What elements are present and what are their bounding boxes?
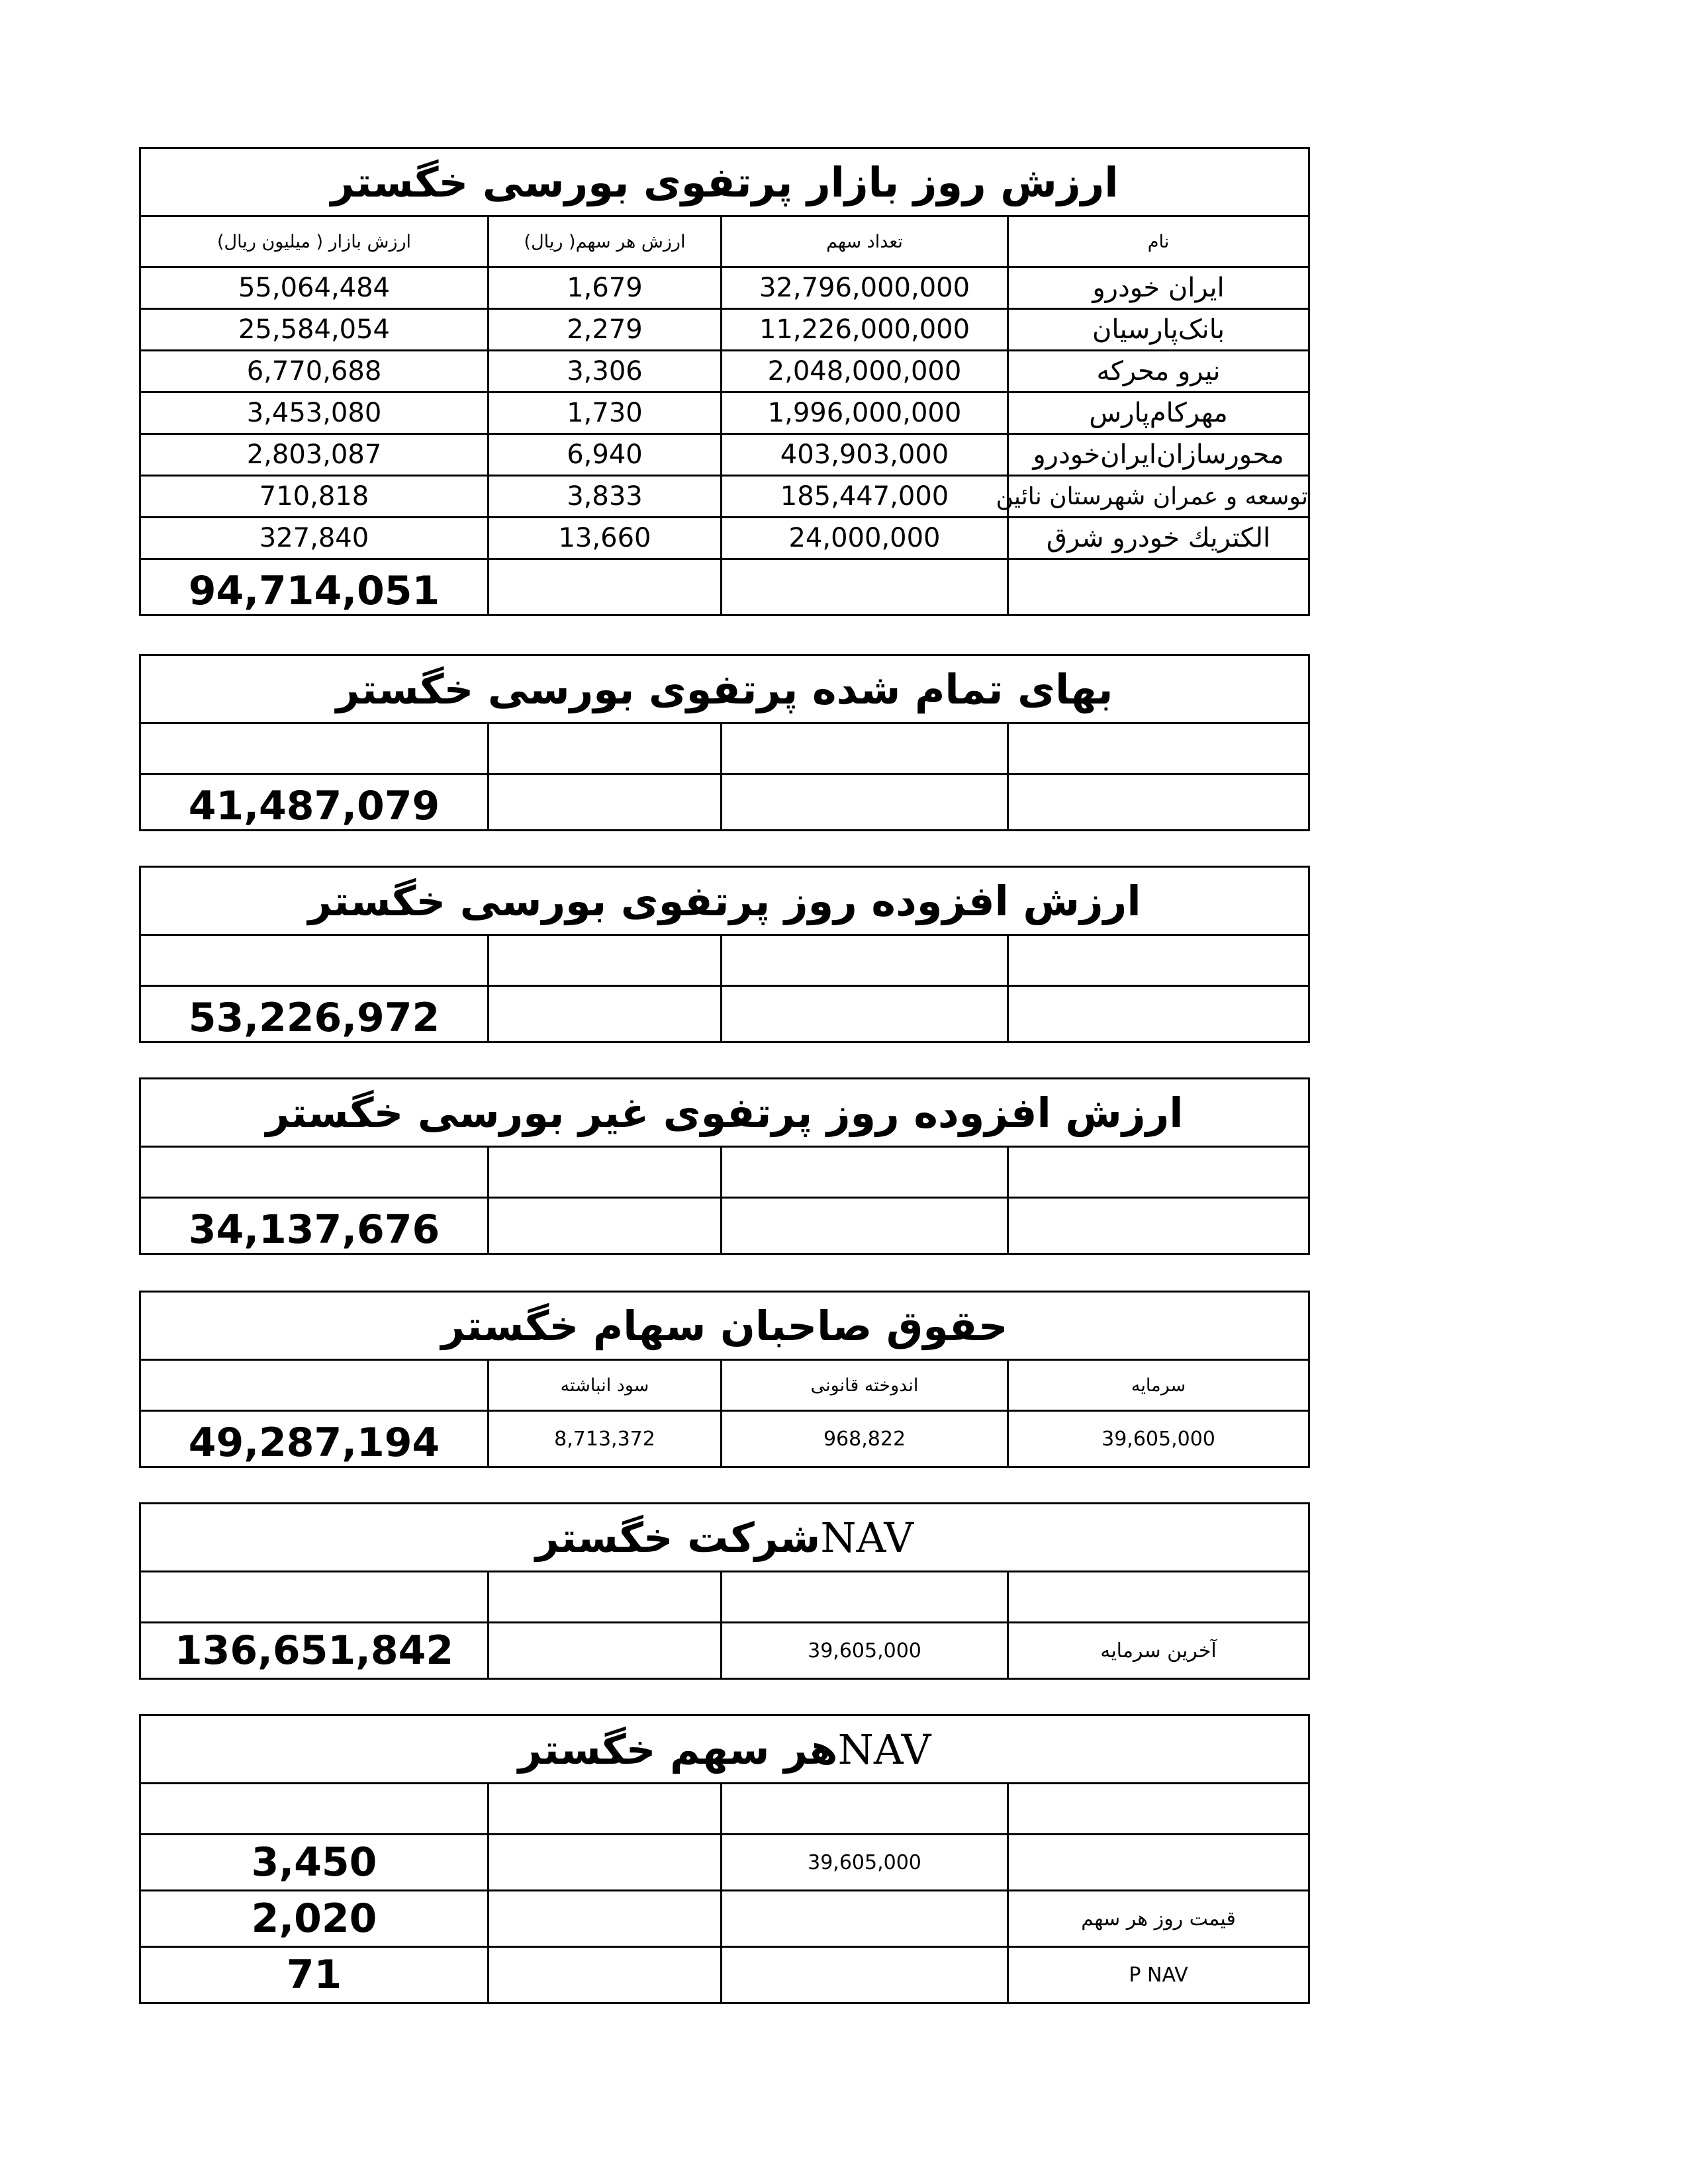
share-nav-table (139, 1714, 1308, 2004)
added-value-nonlisted-table (139, 1077, 1308, 1255)
row-market-value: 710,818 (140, 476, 489, 518)
equity-table (139, 1291, 1308, 1468)
market-value-table (139, 147, 1308, 616)
row-name: ایران خودرو (1008, 267, 1309, 309)
header-price-per-share: ارزش هر سهم( ریال) (489, 216, 722, 267)
retained-earnings-label: سود انباشته (489, 1360, 722, 1411)
share-nav-title-fa: هر سهم خگستر (518, 1725, 838, 1774)
header-shares: تعداد سهم (722, 216, 1008, 267)
table-row (140, 434, 1309, 476)
table-row (140, 309, 1309, 351)
legal-reserve-label: اندوخته قانونی (722, 1360, 1008, 1411)
market-value-title: ارزش روز بازار پرتفوی بورسی خگستر (140, 148, 1309, 216)
row-name: نیرو محرکه (1008, 351, 1309, 392)
row-shares: 1,996,000,000 (722, 392, 1008, 434)
row-price: 13,660 (489, 518, 722, 559)
share-nav-title (140, 1715, 1309, 1784)
cost-title: بهای تمام شده پرتفوی بورسی خگستر (140, 655, 1309, 723)
equity-title: حقوق صاحبان سهام خگستر (140, 1292, 1309, 1360)
row-price: 1,679 (489, 267, 722, 309)
row-shares: 32,796,000,000 (722, 267, 1008, 309)
company-nav-table (139, 1502, 1308, 1680)
header-name: نام (1008, 216, 1309, 267)
added-value-total: 53,226,972 (140, 986, 489, 1042)
header-market-value: ارزش بازار ( میلیون ریال) (140, 216, 489, 267)
table-row (140, 518, 1309, 559)
added-value-table (139, 866, 1308, 1043)
nav-per-share-value: 3,450 (140, 1835, 489, 1891)
company-nav-total: 136,651,842 (140, 1623, 489, 1679)
row-market-value: 25,584,054 (140, 309, 489, 351)
capital-label: سرمایه (1008, 1360, 1309, 1411)
company-nav-title (140, 1504, 1309, 1572)
row-name: توسعه و عمران شهرستان نائین (1008, 476, 1309, 518)
capital-value: 39,605,000 (1008, 1411, 1309, 1467)
last-capital-value: 39,605,000 (722, 1623, 1008, 1679)
row-name: محورسازان‌ایران‌خودرو (1008, 434, 1309, 476)
cost-total: 41,487,079 (140, 774, 489, 831)
row-name: الكتريك خودرو شرق (1008, 518, 1309, 559)
row-shares: 2,048,000,000 (722, 351, 1008, 392)
table-row (140, 351, 1309, 392)
added-value-title: ارزش افزوده روز پرتفوی بورسی خگستر (140, 867, 1309, 935)
share-capital-value: 39,605,000 (722, 1835, 1008, 1891)
table-row (140, 392, 1309, 434)
row-shares: 403,903,000 (722, 434, 1008, 476)
row-shares: 11,226,000,000 (722, 309, 1008, 351)
row-market-value: 327,840 (140, 518, 489, 559)
row-market-value: 2,803,087 (140, 434, 489, 476)
row-name: مهرکام‌پارس (1008, 392, 1309, 434)
retained-earnings-value: 8,713,372 (489, 1411, 722, 1467)
row-price: 2,279 (489, 309, 722, 351)
pnav-value: 71 (140, 1947, 489, 2003)
row-shares: 24,000,000 (722, 518, 1008, 559)
table-row (140, 267, 1309, 309)
company-nav-title-fa: شرکت خگستر (535, 1513, 821, 1562)
legal-reserve-value: 968,822 (722, 1411, 1008, 1467)
share-price-value: 2,020 (140, 1891, 489, 1947)
row-shares: 185,447,000 (722, 476, 1008, 518)
market-value-total: 94,714,051 (140, 559, 489, 615)
share-nav-title-latin: NAV (837, 1725, 931, 1774)
equity-total: 49,287,194 (140, 1411, 489, 1467)
row-market-value: 55,064,484 (140, 267, 489, 309)
company-nav-title-latin: NAV (820, 1513, 914, 1562)
table-row (140, 476, 1309, 518)
row-price: 3,306 (489, 351, 722, 392)
last-capital-label: آخرین سرمایه (1008, 1623, 1309, 1679)
pnav-label: P NAV (1008, 1947, 1309, 2003)
row-market-value: 6,770,688 (140, 351, 489, 392)
row-price: 3,833 (489, 476, 722, 518)
row-market-value: 3,453,080 (140, 392, 489, 434)
row-price: 1,730 (489, 392, 722, 434)
cost-table (139, 654, 1308, 831)
row-name: بانک‌پارسیان (1008, 309, 1309, 351)
row-price: 6,940 (489, 434, 722, 476)
share-price-label: قیمت روز هر سهم (1008, 1891, 1309, 1947)
added-value-nonlisted-title: ارزش افزوده روز پرتفوی غیر بورسی خگستر (140, 1079, 1309, 1147)
added-value-nonlisted-total: 34,137,676 (140, 1198, 489, 1254)
